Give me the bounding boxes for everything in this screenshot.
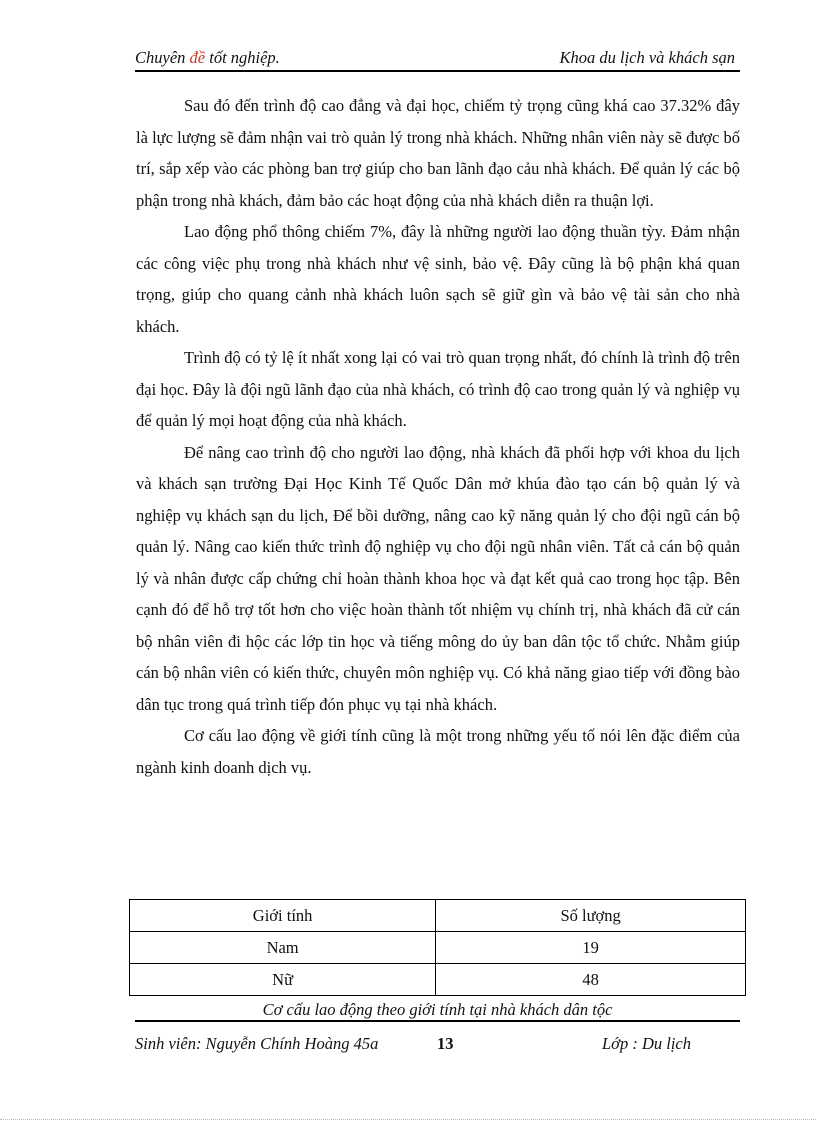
page-number: 13: [437, 1034, 454, 1053]
table-cell: 48: [436, 964, 746, 996]
table-header-row: [130, 900, 746, 932]
header-accent-word: đề: [189, 48, 206, 67]
paragraph: Sau đó đến trình độ cao đẳng và đại học, chiếm tỷ trọng cũng khá cao 37.32% đây là lực lượng sẽ đảm nhận vai trò quản lý trong nhà khách. Những nhân viên này sẽ được bố trí, sắp xếp vào các phòng ban trợ giúp cho ban lãnh đạo cảu nhà khách. Để quản lý các bộ phận trong nhà khách, đảm bảo các hoạt động của nhà khách diễn ra thuận lợi.: [136, 96, 740, 210]
paragraph: Cơ cấu lao động về giới tính cũng là một trong những yếu tố nói lên đặc điểm của ngành kinh doanh dịch vụ.: [136, 726, 740, 777]
table-caption: Cơ cấu lao động theo giới tính tại nhà khách dân tộc: [262, 1000, 613, 1019]
table-row: [130, 932, 746, 964]
footer-class: Lớp : Du lịch: [602, 1034, 692, 1053]
paragraph: Để nâng cao trình độ cho người lao động, nhà khách đã phối hợp với khoa du lịch và khách sạn trường Đại Học Kinh Tế Quốc Dân mở khúa đào tạo cán bộ quản lý và nghiệp vụ khách sạn du lịch, Để bồi dưỡng, nâng cao kỹ năng quản lý cho đội ngũ cán bộ quản lý. Nâng cao kiến thức trình độ nghiệp vụ cho đội ngũ nhân viên. Tất cả cán bộ quản lý và nhân được cấp chứng chỉ hoàn thành khoa học và đạt kết quả cao trong học tập. Bên cạnh đó để hỗ trợ tốt hơn cho việc hoàn thành tốt nhiệm vụ chính trị, nhà khách đã cử cán bộ nhân viên đi hộc các lớp tin học và tiếng mông do ủy ban dân tộc tổ chức. Nhằm giúp cán bộ nhân viên có kiến thức, chuyên môn nghiệp vụ. Có khả năng giao tiếp với đồng bào dân tục trong quá trình tiếp đón phục vụ tại nhà khách.: [136, 442, 740, 714]
table-cell: 19: [436, 932, 746, 964]
page-header: [135, 48, 739, 70]
table-header-cell: Giới tính: [130, 900, 436, 932]
header-divider: [135, 70, 740, 72]
footer-student-name: Sinh viên: Nguyễn Chính Hoàng 45a: [135, 1034, 379, 1053]
footer-divider: [135, 1020, 740, 1022]
page-bottom-edge: [0, 1119, 816, 1120]
gender-table: [129, 899, 746, 996]
table-cell: Nữ: [130, 964, 436, 996]
header-document-title: Chuyên đề tốt nghiệp.: [135, 48, 280, 67]
table-cell: Nam: [130, 932, 436, 964]
table-row: [130, 964, 746, 996]
paragraph: Lao động phổ thông chiếm 7%, đây là những người lao động thuần tỳy. Đảm nhận các công việc phụ trong nhà khách như vệ sinh, bảo vệ. Đây cũng là bộ phận khá quan trọng, giúp cho quang cảnh nhà khách luôn sạch sẽ giữ gìn và bảo vệ tài sản cho nhà khách.: [136, 222, 740, 336]
document-body: [136, 90, 740, 783]
paragraph: Trình độ có tỷ lệ ít nhất xong lại có vai trò quan trọng nhất, đó chính là trình độ trên đại học. Đây là đội ngũ lãnh đạo của nhà khách, có trình độ cao trong quản lý và nghiệp vụ để quản lý mọi hoạt động của nhà khách.: [136, 348, 740, 430]
table-header-cell: Số lượng: [436, 900, 746, 932]
header-faculty: Khoa du lịch và khách sạn: [559, 48, 735, 67]
